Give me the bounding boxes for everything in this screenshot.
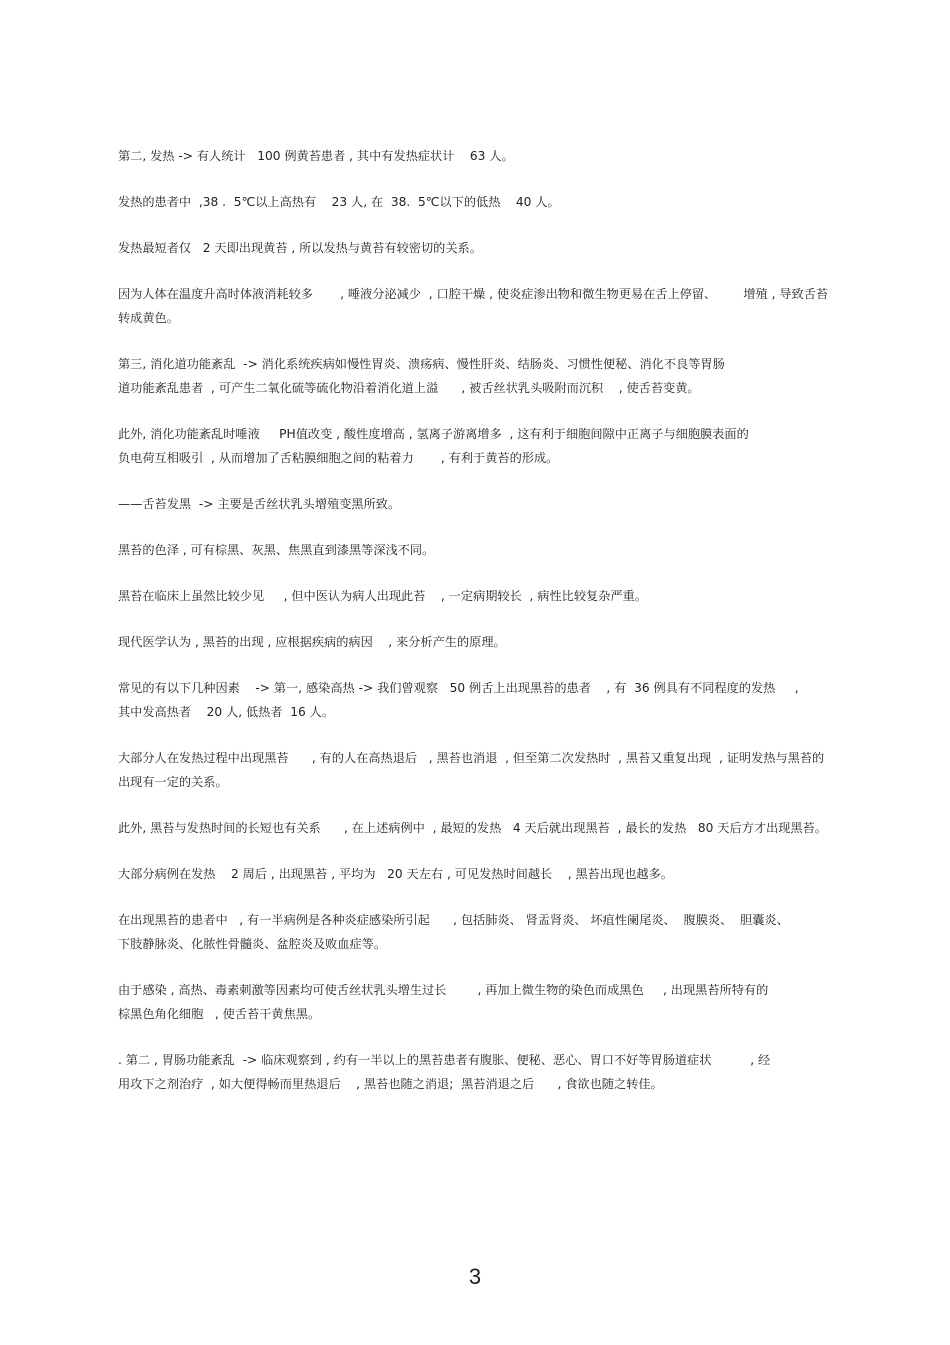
paragraph-6: 此外, 消化功能紊乱时唾液 PH值改变 , 酸性度增高 , 氢离子游离增多 , 这有利于细胞间隙中正离子与细胞膜表面的 负电荷互相吸引 , 从而增加了舌粘膜细胞之间的粘着力 , 有利于黄苔的形成。 [118,427,749,465]
paragraph-12: 大部分人在发热过程中出现黑苔 , 有的人在高热退后 , 黑苔也消退 , 但至第二次发热时 , 黑苔又重复出现 , 证明发热与黑苔的出现有一定的关系。 [118,751,825,789]
page-content [118,144,830,1118]
paragraph-4: 因为人体在温度升高时体液消耗较多 , 唾液分泌减少 , 口腔干燥 , 使炎症渗出物和微生物更易在舌上停留、 增殖 , 导致舌苔转成黄色。 [118,287,829,325]
paragraph-9: 黑苔在临床上虽然比较少见 , 但中医认为病人出现此苔 , 一定病期较长 , 病性比较复杂严重。 [118,589,647,603]
paragraph-13: 此外, 黑苔与发热时间的长短也有关系 , 在上述病例中 , 最短的发热 4 天后就出现黑苔 , 最长的发热 80 天后方才出现黑苔。 [118,821,827,835]
paragraph-3: 发热最短者仅 2 天即出现黄苔 , 所以发热与黄苔有较密切的关系。 [118,241,482,255]
paragraph-1: 第二, 发热 -> 有人统计 100 例黄苔患者 , 其中有发热症状计 63 人。 [118,149,514,163]
paragraph-17: . 第二 , 胃肠功能紊乱 -> 临床观察到 , 约有一半以上的黑苔患者有腹胀、便秘、恶心、胃口不好等胃肠道症状 , 经 用攻下之剂治疗 , 如大便得畅而里热退后 , 黑苔也随之消退; 黑苔消退之后 , 食欲也随之转佳。 [118,1053,771,1091]
page-number: 3 [468,1264,482,1289]
paragraph-10: 现代医学认为 , 黑苔的出现 , 应根据疾病的病因 , 来分析产生的原理。 [118,635,506,649]
paragraph-11: 常见的有以下几种因素 -> 第一, 感染高热 -> 我们曾观察 50 例舌上出现黑苔的患者 , 有 36 例具有不同程度的发热 , 其中发高热者 20 人, 低热者 16 人。 [118,681,799,719]
paragraph-2: 发热的患者中 ,38 . 5℃以上高热有 23 人, 在 38. 5℃以下的低热 40 人。 [118,195,560,209]
paragraph-7: ——舌苔发黑 -> 主要是舌丝状乳头增殖变黑所致。 [118,497,401,511]
paragraph-14: 大部分病例在发热 2 周后 , 出现黑苔 , 平均为 20 天左右 , 可见发热时间越长 , 黑苔出现也越多。 [118,867,673,881]
paragraph-8: 黑苔的色泽 , 可有棕黑、灰黑、焦黑直到漆黑等深浅不同。 [118,543,435,557]
paragraph-16: 由于感染 , 高热、毒素刺激等因素均可使舌丝状乳头增生过长 , 再加上微生物的染色而成黑色 , 出现黑苔所特有的 棕黑色角化细胞 , 使舌苔干黄焦黑。 [118,983,769,1021]
paragraph-5: 第三, 消化道功能紊乱 -> 消化系统疾病如慢性胃炎、溃疡病、慢性肝炎、结肠炎、习惯性便秘、消化不良等胃肠 道功能紊乱患者 , 可产生二氧化硫等硫化物沿着消化道上溢 , 被舌丝状乳头吸附而沉积 , 使舌苔变黄。 [118,357,725,395]
paragraph-15: 在出现黑苔的患者中 , 有一半病例是各种炎症感染所引起 , 包括肺炎、 肾盂肾炎、 坏疽性阑尾炎、 腹膜炎、 胆囊炎、 下肢静脉炎、化脓性骨髓炎、盆腔炎及败血症等。 [118,913,789,951]
